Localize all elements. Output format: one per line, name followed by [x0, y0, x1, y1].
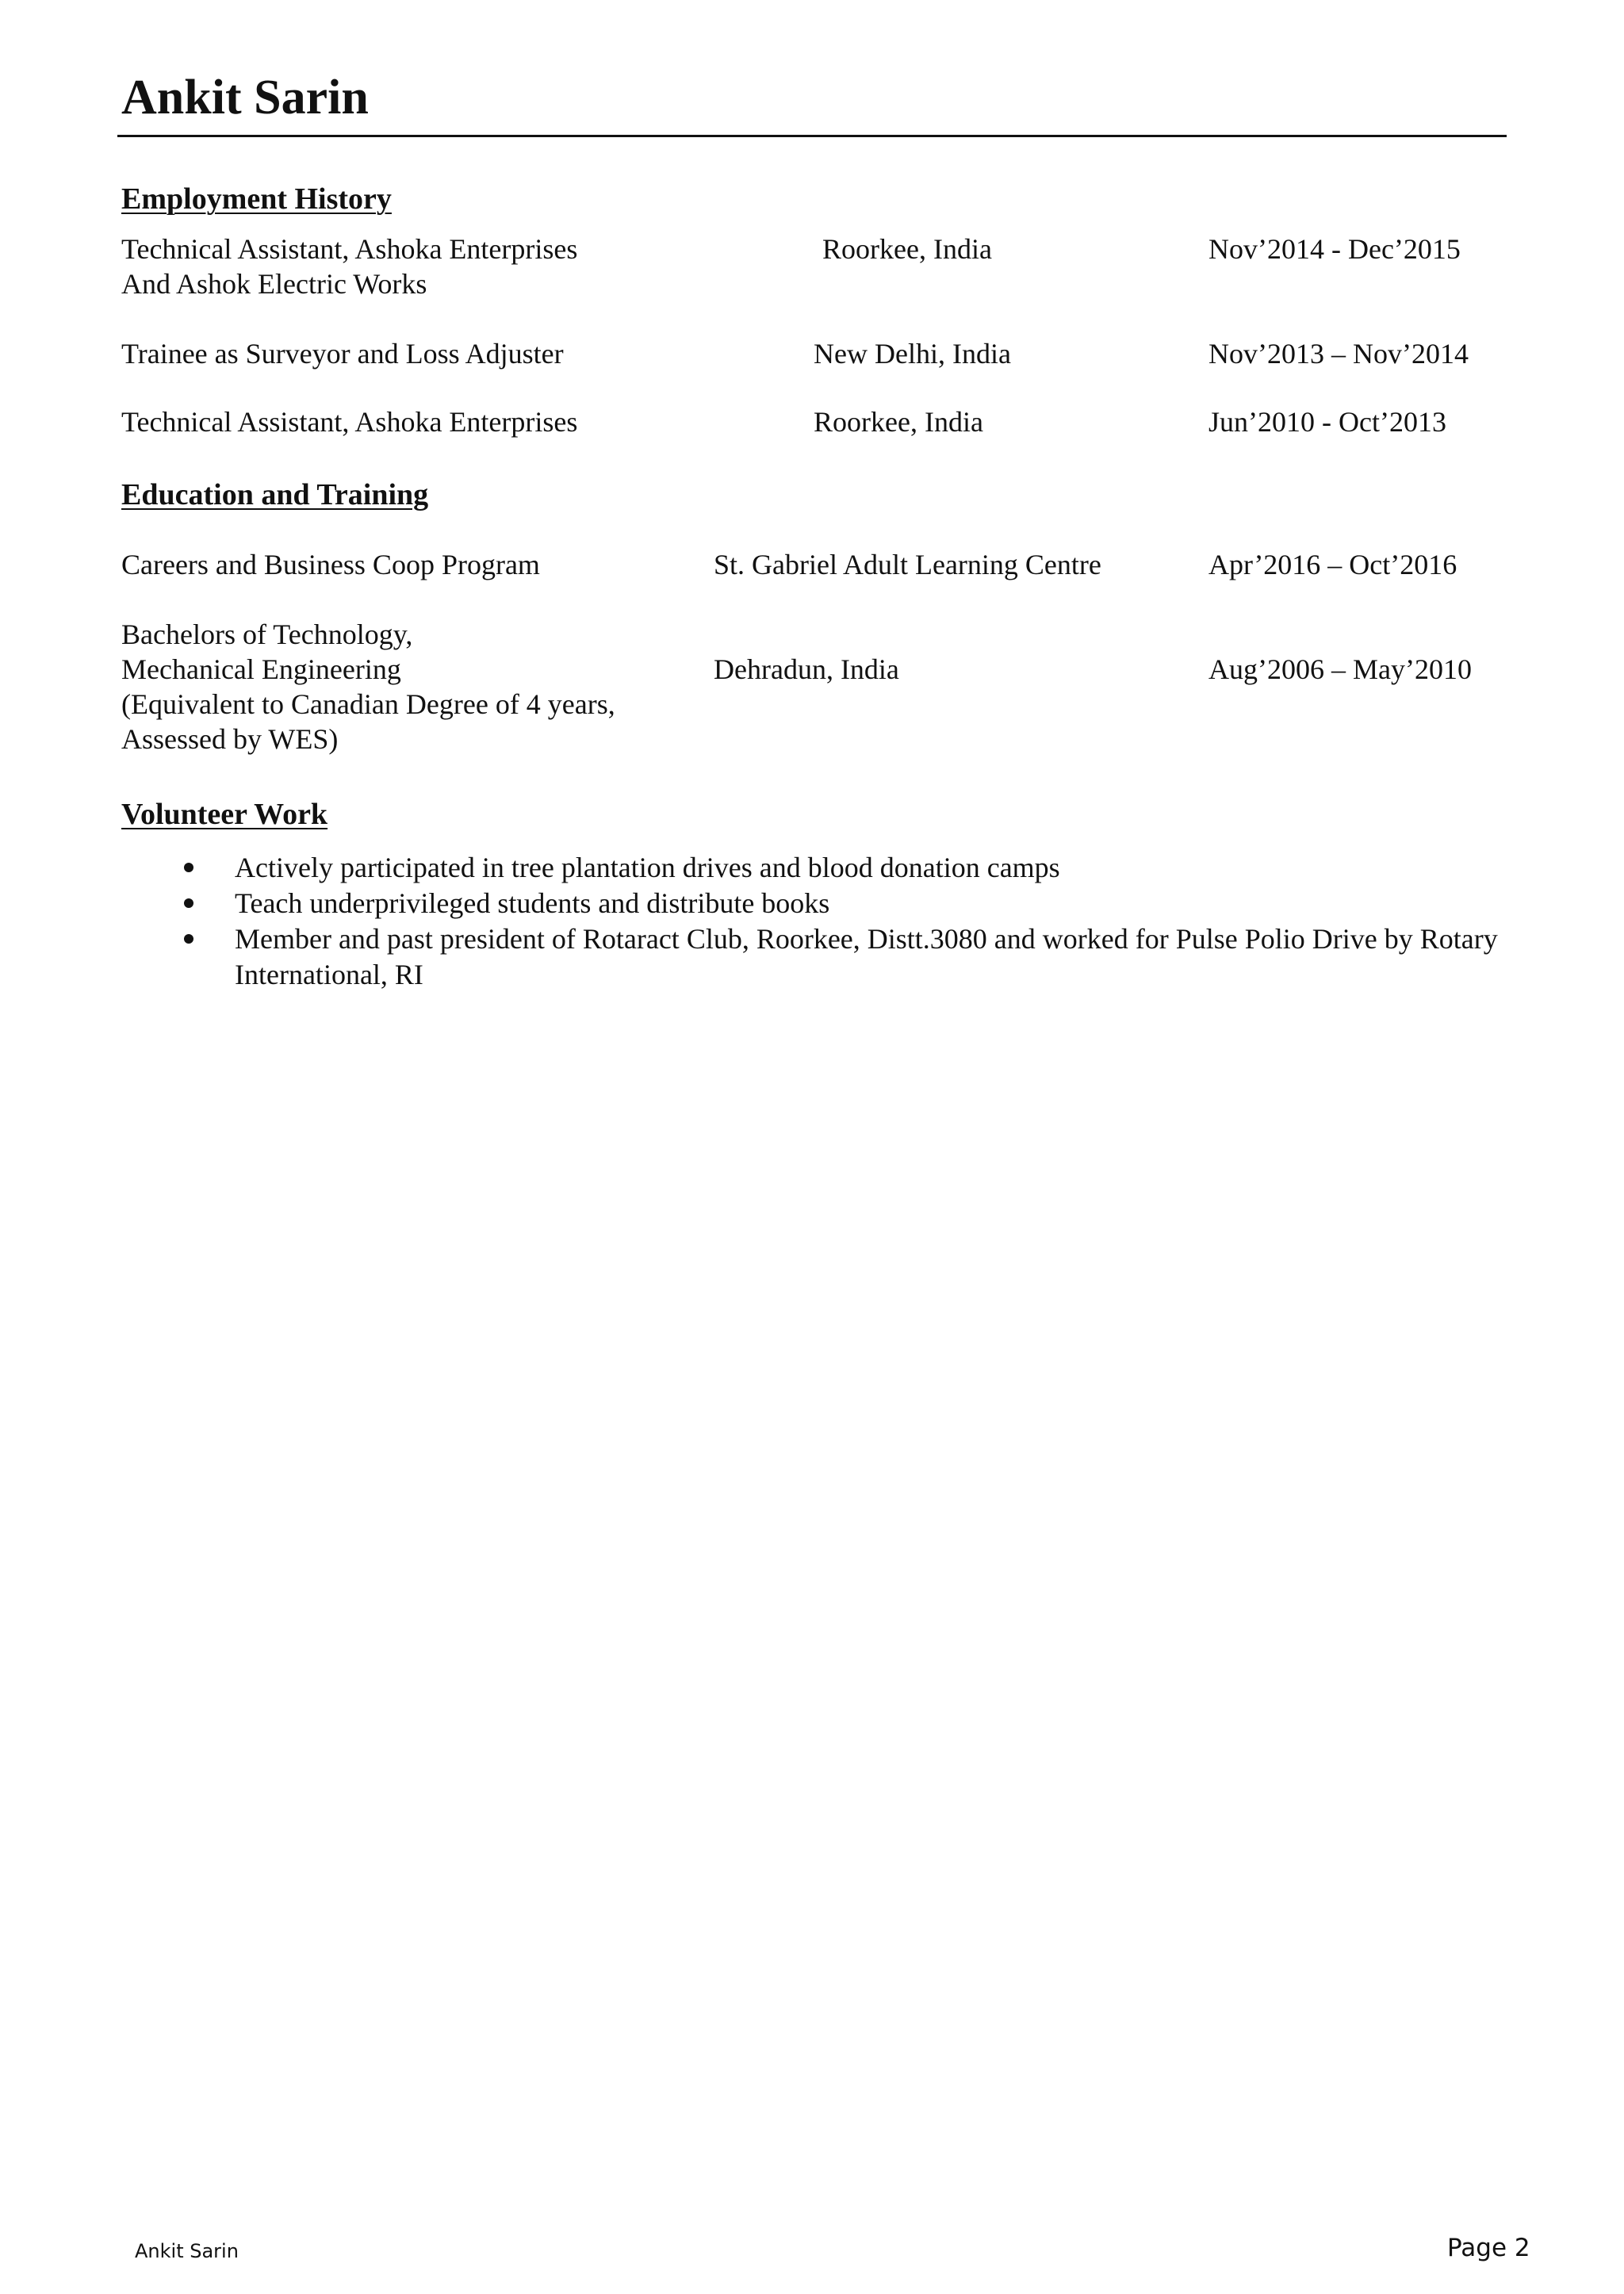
employment-title-line: Technical Assistant, Ashoka Enterprises	[121, 406, 578, 438]
employment-title-line: Technical Assistant, Ashoka Enterprises	[121, 233, 578, 265]
volunteer-item-text: Actively participated in tree plantation drives and blood donation camps	[235, 852, 1060, 883]
header-divider	[117, 135, 1507, 137]
bullet-icon	[184, 934, 193, 944]
education-location: St. Gabriel Adult Learning Centre	[714, 549, 1101, 580]
list-item	[182, 921, 1515, 993]
employment-location: Roorkee, India	[814, 406, 983, 438]
education-title-line: Mechanical Engineering	[121, 653, 401, 685]
page-number: Page 2	[1447, 2234, 1530, 2262]
candidate-name: Ankit Sarin	[121, 71, 369, 124]
education-title-line: (Equivalent to Canadian Degree of 4 years,	[121, 688, 615, 720]
employment-dates: Nov’2013 – Nov’2014	[1208, 338, 1469, 370]
bullet-icon	[184, 898, 193, 908]
education-title-line: Careers and Business Coop Program	[121, 549, 540, 580]
employment-dates: Jun’2010 - Oct’2013	[1208, 406, 1446, 438]
list-item	[182, 886, 1515, 921]
volunteer-item-text: Teach underprivileged students and distribute books	[235, 887, 830, 919]
footer-name: Ankit Sarin	[135, 2240, 239, 2262]
education-dates: Aug’2006 – May’2010	[1208, 653, 1472, 685]
employment-title-line: And Ashok Electric Works	[121, 268, 427, 300]
employment-history-heading: Employment History	[121, 182, 392, 216]
education-location: Dehradun, India	[714, 653, 899, 685]
employment-location: New Delhi, India	[814, 338, 1011, 370]
education-title-line: Bachelors of Technology,	[121, 618, 413, 650]
bullet-icon	[184, 863, 193, 872]
education-title-line: Assessed by WES)	[121, 723, 339, 755]
employment-title-line: Trainee as Surveyor and Loss Adjuster	[121, 338, 564, 370]
employment-location: Roorkee, India	[822, 233, 992, 265]
education-dates: Apr’2016 – Oct’2016	[1208, 549, 1457, 580]
employment-dates: Nov’2014 - Dec’2015	[1208, 233, 1461, 265]
volunteer-work-heading: Volunteer Work	[121, 798, 328, 831]
volunteer-list	[182, 850, 1515, 993]
list-item	[182, 850, 1515, 886]
volunteer-item-text: Member and past president of Rotaract Club, Roorkee, Distt.3080 and worked for Pulse Polio Drive by Rotary International, RI	[235, 923, 1498, 990]
education-training-heading: Education and Training	[121, 478, 429, 511]
